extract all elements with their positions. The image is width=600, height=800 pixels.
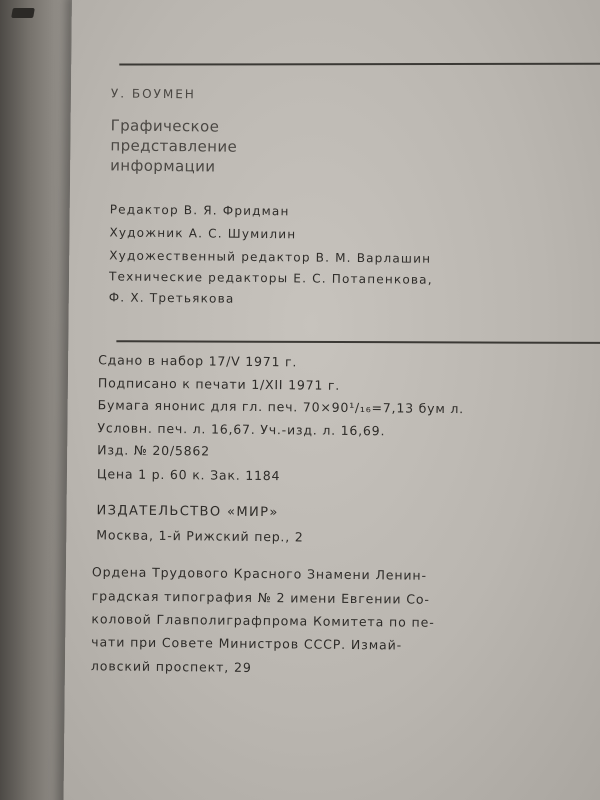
- imprint-price: Цена 1 р. 60 к. Зак. 1184: [96, 466, 281, 484]
- credit-tech-editors-cont: Ф. Х. Третьякова: [108, 290, 235, 306]
- printer-line-3: коловой Главполиграфпрома Комитета по пе-: [91, 611, 435, 630]
- credit-tech-editors: Технические редакторы Е. С. Потапенкова,: [108, 269, 433, 287]
- book-title-line-2: представление: [110, 136, 238, 156]
- book-title-line-3: информации: [110, 156, 216, 176]
- left-page-edge: [0, 0, 70, 800]
- printer-line-2: градская типография № 2 имени Евгении Со-: [91, 588, 430, 607]
- credit-artist: Художник А. С. Шумилин: [109, 225, 297, 242]
- printer-line-1: Ордена Трудового Красного Знамени Ленин-: [91, 564, 428, 583]
- printer-line-4: чати при Совете Министров СССР. Измай-: [91, 634, 403, 653]
- imprint-typeset-date: Сдано в набор 17/V 1971 г.: [98, 352, 298, 370]
- printer-line-5: ловский проспект, 29: [90, 658, 252, 675]
- publisher-name: ИЗДАТЕЛЬСТВО «МИР»: [96, 503, 279, 521]
- imprint-sheets: Условн. печ. л. 16,67. Уч.-изд. л. 16,69.: [97, 420, 386, 439]
- book-title-line-1: Графическое: [110, 116, 220, 136]
- imprint-paper: Бумага янонис для гл. печ. 70×90¹/₁₆=7,13 бум л.: [97, 397, 465, 417]
- top-rule: [119, 63, 600, 66]
- corner-mark: [11, 8, 35, 18]
- credit-art-editor: Художественный редактор В. М. Варлашин: [109, 248, 432, 266]
- author-name: У. БОУМЕН: [110, 86, 196, 102]
- publisher-address: Москва, 1-й Рижский пер., 2: [96, 527, 304, 545]
- book-page: [63, 0, 600, 800]
- imprint-signed-date: Подписано к печати 1/XII 1971 г.: [97, 375, 341, 393]
- middle-rule: [116, 340, 600, 344]
- credit-editor: Редактор В. Я. Фридман: [109, 202, 290, 219]
- imprint-edition-number: Изд. № 20/5862: [97, 442, 211, 459]
